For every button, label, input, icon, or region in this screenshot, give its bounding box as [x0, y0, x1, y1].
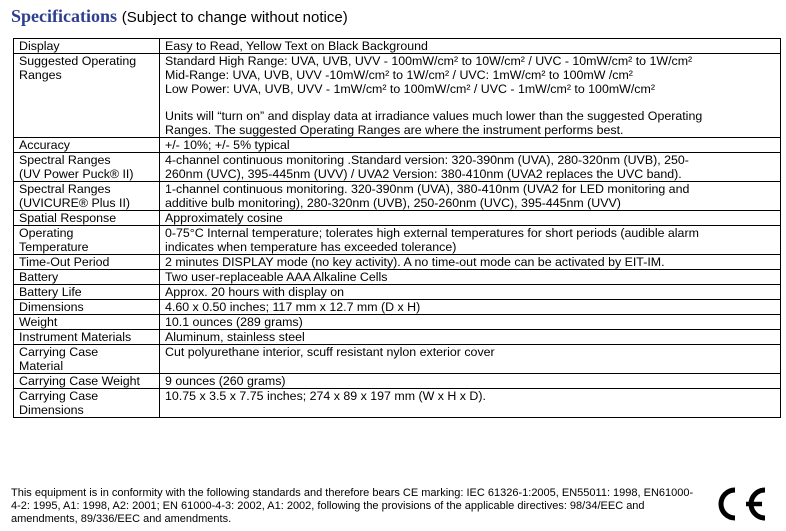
specifications-table-body [14, 39, 781, 418]
spec-label-line: Display [19, 39, 60, 53]
spec-value [160, 54, 781, 138]
spec-value [160, 153, 781, 182]
spec-label-line: Accuracy [19, 138, 70, 152]
spec-label-line: Material [19, 359, 64, 373]
spec-label [14, 270, 160, 285]
spec-value-line: Easy to Read, Yellow Text on Black Background [165, 39, 428, 53]
spec-label-line: Spectral Ranges [19, 153, 111, 167]
spec-value-line: indicates when temperature has exceeded tolerance) [165, 240, 457, 254]
ce-mark-logo [708, 484, 770, 524]
spec-value-line: 260nm (UVC), 395-445nm (UVV) / UVA2 Version: 380-410nm (UVA2 replaces the UVC band). [165, 167, 682, 181]
spec-row [14, 182, 781, 211]
spec-value-line: 10.1 ounces (289 grams) [165, 315, 303, 329]
spec-value-line: 4.60 x 0.50 inches; 117 mm x 12.7 mm (D x H) [165, 300, 421, 314]
spec-value [160, 270, 781, 285]
spec-value [160, 374, 781, 389]
spec-label [14, 330, 160, 345]
spec-label-line: Weight [19, 315, 58, 329]
spec-row [14, 153, 781, 182]
title-main: Specifications [11, 6, 117, 26]
spec-value-line: Approx. 20 hours with display on [165, 285, 345, 299]
spec-label [14, 285, 160, 300]
spec-label [14, 345, 160, 374]
spec-value-line: Standard High Range: UVA, UVB, UVV - 100mW/cm² to 10W/cm² / UVC - 10mW/cm² to 1W/cm² [165, 54, 693, 68]
spec-row [14, 330, 781, 345]
specifications-table [13, 38, 781, 418]
spec-label [14, 374, 160, 389]
spec-row [14, 54, 781, 138]
spec-row [14, 39, 781, 54]
spec-value-line: 9 ounces (260 grams) [165, 374, 286, 388]
spec-label-line: Carrying Case Weight [19, 374, 140, 388]
spec-value-line: Ranges. The suggested Operating Ranges are where the instrument performs best. [165, 123, 624, 137]
spec-label [14, 255, 160, 270]
spec-value [160, 330, 781, 345]
spec-value-line: Mid-Range: UVA, UVB, UVV -10mW/cm² to 1W/cm² / UVC: 1mW/cm² to 100mW /cm² [165, 68, 633, 82]
spec-label-line: (UV Power Puck® II) [19, 167, 134, 181]
spec-value [160, 182, 781, 211]
spec-label-line: (UVICURE® Plus II) [19, 196, 131, 210]
spec-label-line: Carrying Case [19, 345, 99, 359]
spec-label-line: Instrument Materials [19, 330, 132, 344]
spec-value [160, 226, 781, 255]
spec-value-line: Units will “turn on” and display data at irradiance values much lower than the suggested Operating [165, 109, 703, 123]
spec-value-line: +/- 10%; +/- 5% typical [165, 138, 290, 152]
spec-value [160, 345, 781, 374]
spec-value-line: Low Power: UVA, UVB, UVV - 1mW/cm² to 100mW/cm² / UVC - 1mW/cm² to 100mW/cm² [165, 82, 655, 96]
spec-row [14, 300, 781, 315]
spec-label [14, 300, 160, 315]
spec-label-line: Operating [19, 226, 74, 240]
spec-label-line: Time-Out Period [19, 255, 110, 269]
spec-value [160, 138, 781, 153]
spec-label [14, 389, 160, 418]
spec-label [14, 138, 160, 153]
spec-value [160, 211, 781, 226]
spec-row [14, 285, 781, 300]
spec-label [14, 315, 160, 330]
spec-value-line: additive bulb monitoring), 280-320nm (UVB), 250-260nm (UVC), 395-445nm (UVV) [165, 196, 621, 210]
spec-label-line: Spectral Ranges [19, 182, 111, 196]
spec-label-line: Spatial Response [19, 211, 117, 225]
spec-label-line: Ranges [19, 68, 62, 82]
spec-row [14, 270, 781, 285]
spec-value-line: Approximately cosine [165, 211, 283, 225]
spec-value-line: Cut polyurethane interior, scuff resistant nylon exterior cover [165, 345, 495, 359]
spec-row [14, 374, 781, 389]
spec-row [14, 345, 781, 374]
spec-row [14, 138, 781, 153]
spec-label [14, 182, 160, 211]
spec-value [160, 389, 781, 418]
title-subtitle: (Subject to change without notice) [121, 9, 348, 26]
spec-row [14, 211, 781, 226]
spec-value-spacer [165, 96, 775, 109]
spec-value-line: 10.75 x 3.5 x 7.75 inches; 274 x 89 x 197 mm (W x H x D). [165, 389, 486, 403]
spec-value [160, 285, 781, 300]
spec-label-line: Battery Life [19, 285, 82, 299]
spec-label [14, 153, 160, 182]
spec-value-line: 2 minutes DISPLAY mode (no key activity). A no time-out mode can be activated by EIT-IM. [165, 255, 665, 269]
page-title [11, 6, 348, 27]
spec-label-line: Temperature [19, 240, 89, 254]
spec-label-line: Carrying Case [19, 389, 99, 403]
spec-value-line: 0-75°C Internal temperature; tolerates high external temperatures for short periods (audible alarm [165, 226, 699, 240]
spec-value [160, 315, 781, 330]
spec-label-line: Suggested Operating [19, 54, 137, 68]
spec-row [14, 389, 781, 418]
spec-label-line: Battery [19, 270, 59, 284]
spec-value [160, 39, 781, 54]
spec-row [14, 255, 781, 270]
spec-value-line: Aluminum, stainless steel [165, 330, 305, 344]
spec-value-line: Two user-replaceable AAA Alkaline Cells [165, 270, 388, 284]
spec-value [160, 255, 781, 270]
spec-label [14, 39, 160, 54]
spec-value-line: 1-channel continuous monitoring. 320-390nm (UVA), 380-410nm (UVA2 for LED monitoring and [165, 182, 690, 196]
spec-label-line: Dimensions [19, 403, 84, 417]
ce-conformity-statement: This equipment is in conformity with the following standards and therefore bears CE marking: IEC 61326-1:2005, EN55011: 1998, EN61000-4-2: 1995, A1: 1998, A2: 2001; EN 61000-4-3: 2002, A1: 2002, following the provisions of the applicable directives: 98/34/EEC and amendments, 89/336/EEC and amendments. [11, 487, 694, 525]
spec-value-line: 4-channel continuous monitoring .Standard version: 320-390nm (UVA), 280-320nm (UVB), 250- [165, 153, 689, 167]
spec-label-line: Dimensions [19, 300, 84, 314]
spec-value [160, 300, 781, 315]
spec-label [14, 54, 160, 138]
spec-label [14, 226, 160, 255]
spec-label [14, 211, 160, 226]
spec-row [14, 226, 781, 255]
spec-row [14, 315, 781, 330]
